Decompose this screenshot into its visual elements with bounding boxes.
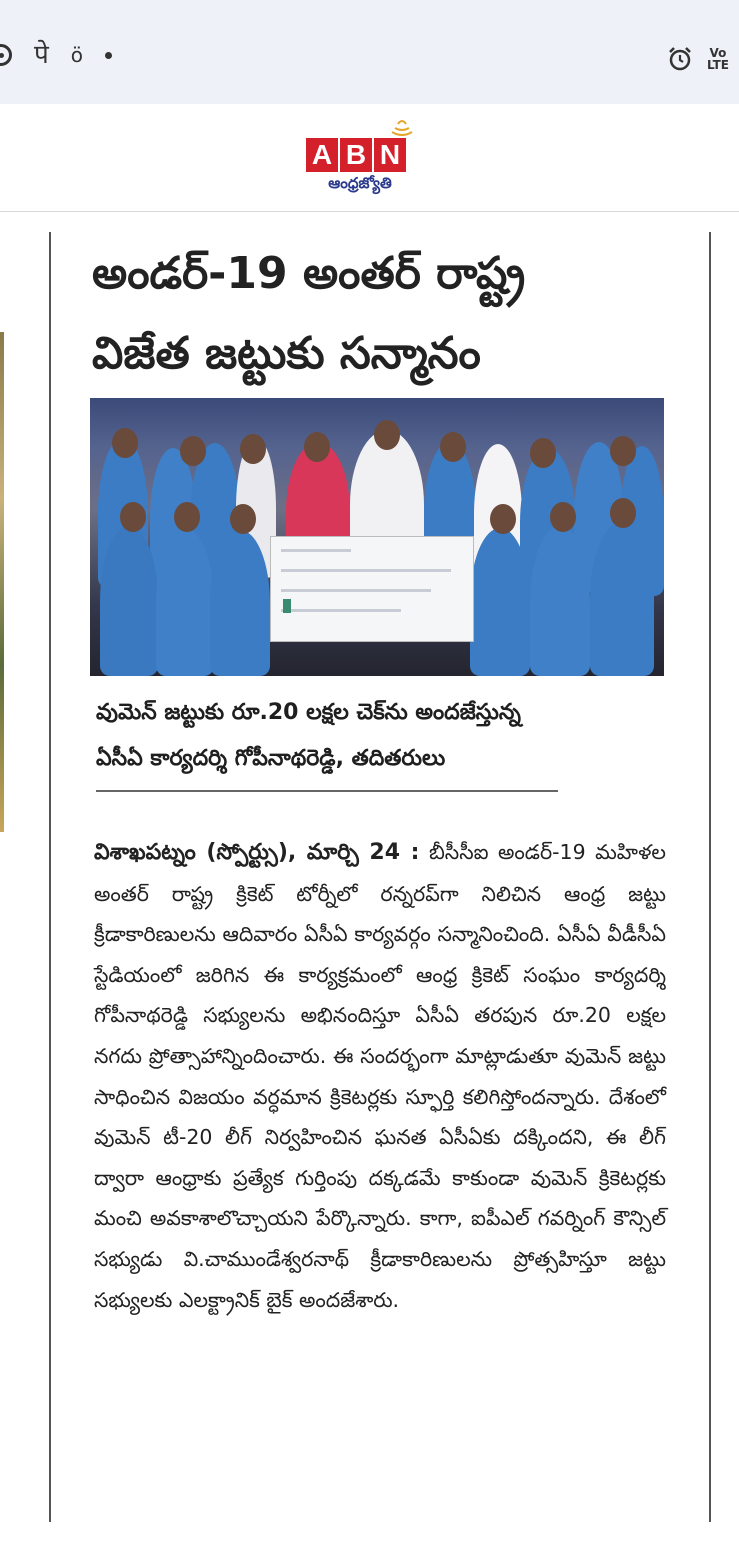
dot-icon	[105, 52, 112, 59]
caption-line-1: వుమెన్‌ జట్టుకు రూ.20 లక్షల చెక్‌ను అందజేస్తున్న	[96, 700, 521, 725]
logo-subtitle: ఆంధ్రజ్యోతి	[328, 174, 392, 192]
logo-letters	[306, 138, 406, 172]
app-header	[0, 104, 739, 212]
team-photo	[90, 398, 664, 676]
adjacent-clipping-edge	[0, 332, 4, 832]
partial-circle-icon	[0, 44, 12, 66]
alarm-icon	[667, 46, 693, 72]
volte-icon	[707, 47, 729, 71]
newspaper-clipping	[0, 212, 739, 1549]
sim-icon: ö	[70, 43, 84, 67]
column-rule-left	[49, 232, 51, 1522]
article-dateline: విశాఖపట్నం (స్పోర్ట్సు), మార్చి 24 :	[94, 840, 420, 865]
flame-icon	[390, 116, 414, 138]
caption-divider	[96, 790, 558, 792]
volte-top: Vo	[709, 46, 727, 60]
prize-cheque	[270, 536, 474, 642]
logo-letter-n: N	[374, 138, 406, 172]
abn-logo[interactable]	[306, 116, 416, 202]
article-headline	[92, 234, 692, 394]
article-body-text: బీసీసీఐ అండర్‌-19 మహిళల అంతర్‌ రాష్ట్ర క్రికెట్‌ టోర్నీలో రన్నరప్‌గా నిలిచిన ఆంధ్ర జట్టు క్రీడాకారిణులను ఆదివారం ఏసీఏ కార్యవర్గం సన్మానించింది. ఏసీఏ వీడీసీఏ స్టేడియంలో జరిగిన ఈ కార్యక్రమంలో ఆంధ్ర క్రికెట్‌ సంఘం కార్యదర్శి గోపీనాథరెడ్డి సభ్యులను అభినందిస్తూ ఏసీఏ తరపున రూ.20 లక్షల నగదు ప్రోత్సాహాన్నిందించారు. ఈ సందర్భంగా మాట్లాడుతూ వుమెన్‌ జట్టు సాధించిన విజయం వర్ధమాన క్రికెటర్లకు స్ఫూర్తి కలిగిస్తోందన్నారు. దేశంలో వుమెన్‌ టీ-20 లీగ్‌ నిర్వహించిన ఘనత ఏసీఏకు దక్కిందని, ఈ లీగ్‌ ద్వారా ఆంధ్రాకు ప్రత్యేక గుర్తింపు దక్కడమే కాకుండా వుమెన్‌ క్రికెటర్లకు మంచి అవకాశాలొచ్చాయని పేర్కొన్నారు. కాగా, ఐపీఎల్‌ గవర్నింగ్‌ కౌన్సిల్‌ సభ్యుడు వి.చాముండేశ్వరనాథ్‌ క్రీడాకారిణులను ప్రోత్సహిస్తూ జట్టు సభ్యులకు ఎలక్ట్రానిక్‌ బైక్‌ అందజేశారు.	[94, 840, 666, 1312]
photo-caption	[96, 690, 656, 782]
column-rule-right	[709, 232, 711, 1522]
caption-line-2: ఏసీఏ కార్యదర్శి గోపీనాథరెడ్డి, తదితరులు	[96, 746, 446, 771]
logo-letter-a: A	[306, 138, 338, 172]
volte-bottom: LTE	[706, 58, 729, 72]
logo-letter-b: B	[340, 138, 372, 172]
pe-icon: पे	[34, 40, 49, 70]
status-bar	[0, 0, 739, 104]
headline-line-1: అండర్‌-19 అంతర్‌ రాష్ట్ర	[92, 248, 526, 299]
article-body	[94, 832, 666, 1320]
headline-line-2: విజేత జట్టుకు సన్మానం	[92, 328, 481, 379]
